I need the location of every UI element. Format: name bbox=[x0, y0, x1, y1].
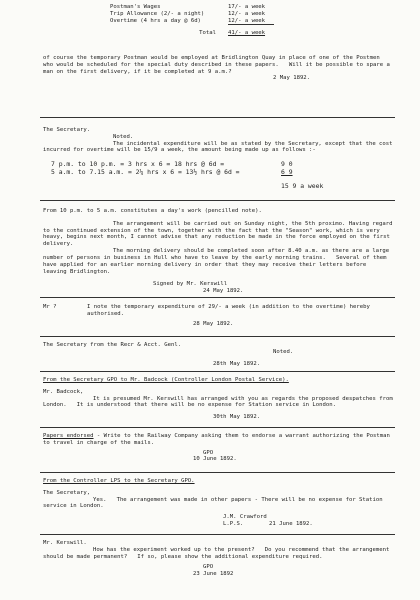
section-8-text: Yes. The arrangement was made in other papers - There will be no expense for Station service in London. bbox=[43, 496, 386, 510]
section-7-date: 10 June 1892. bbox=[193, 456, 237, 463]
divider bbox=[40, 336, 395, 337]
section-9-gpo: GPO bbox=[203, 564, 214, 571]
section-7 bbox=[43, 433, 393, 463]
divider bbox=[40, 472, 395, 473]
section-6-salutation: Mr. Badcock, bbox=[43, 388, 84, 395]
section-1-text: of course the temporary Postman would be employed at Bridlington Quay in place of one of the Postmen who would be scheduled for the special duty described in these papers. Will it be possible to spare a man on the first delivery, if it be completed at 9 a.m.? bbox=[43, 55, 394, 75]
wages-value: 17/- a week bbox=[228, 4, 266, 10]
section-1 bbox=[43, 55, 393, 82]
section-7-text: - Write to the Railway Company asking them to endorse a warrant authorizing the Postman to travel in charge of the mails. bbox=[43, 433, 394, 446]
section-3 bbox=[43, 208, 396, 295]
wages-row bbox=[110, 18, 330, 25]
wages-total-row bbox=[110, 30, 330, 37]
section-4 bbox=[43, 304, 393, 327]
section-8 bbox=[43, 478, 393, 528]
section-5-date: 28th May 1892. bbox=[213, 360, 261, 367]
section-4-row bbox=[43, 304, 393, 318]
section-9-date: 23 June 1892 bbox=[193, 571, 234, 578]
calc-label: 5 a.m. to 7.15 a.m. = 2¼ hrs x 6 = 13½ hrs @ 6d = bbox=[51, 168, 240, 177]
section-3-intro: From 10 p.m. to 5 a.m. constitutes a day's work (pencilled note). bbox=[43, 208, 262, 214]
section-2-heading: The Secretary. bbox=[43, 127, 91, 133]
section-8-salutation: The Secretary, bbox=[43, 489, 91, 496]
section-6 bbox=[43, 377, 397, 421]
divider bbox=[40, 297, 395, 298]
calc-label: 7 p.m. to 10 p.m. = 3 hrs x 6 = 18 hrs @ 6d = bbox=[51, 160, 225, 169]
section-8-sign-row bbox=[43, 521, 393, 528]
section-8-heading: From the Controller LPS to the Secretary GPO. bbox=[43, 478, 195, 484]
section-4-label: Mr ? bbox=[43, 304, 57, 310]
section-3-signed: Signed by Mr. Kerswill bbox=[153, 281, 228, 288]
calc-total: 15 9 a week bbox=[281, 181, 324, 190]
section-5-text: The Secretary from the Recr & Acct. Genl. bbox=[43, 342, 182, 348]
wages-row bbox=[110, 11, 330, 18]
calc-row bbox=[43, 169, 393, 177]
section-5-noted: Noted. bbox=[273, 348, 294, 355]
overtime-calc bbox=[43, 161, 393, 190]
wages-value: 12/- a week bbox=[228, 17, 266, 24]
section-4-date: 28 May 1892. bbox=[193, 320, 234, 327]
section-7-gpo: GPO bbox=[203, 449, 214, 456]
divider bbox=[40, 117, 395, 118]
section-5 bbox=[43, 342, 393, 367]
section-9 bbox=[43, 540, 393, 578]
section-8-signed: J.M. Crawford bbox=[223, 514, 267, 521]
divider bbox=[40, 200, 395, 201]
section-9-salutation: Mr. Kerswill. bbox=[43, 540, 87, 546]
section-3-text2: The morning delivery should be completed soon after 8.40 a.m. as there are a large number of persons in business in Hull who have to leave by the early morning trains. Several of them have applied for an earlier morning delivery in order that they may receive their letters before leaving Bridlington. bbox=[43, 248, 393, 275]
section-6-text: It is presumed Mr. Kerswill has arranged with you as regards the proposed despatches from London. It is understood that there will be no expense for Station service in London. bbox=[43, 395, 397, 409]
section-8-date: 21 June 1892. bbox=[269, 521, 313, 528]
divider bbox=[40, 534, 395, 535]
wages-total-label: Total bbox=[199, 30, 216, 37]
wages-label: Overtime (4 hrs a day @ 6d) bbox=[110, 17, 201, 24]
section-2 bbox=[43, 127, 396, 191]
section-6-date: 30th May 1892. bbox=[213, 414, 261, 421]
section-1-date: 2 May 1892. bbox=[273, 75, 311, 82]
wages-table bbox=[110, 4, 330, 37]
section-3-date: 24 May 1892. bbox=[203, 288, 244, 295]
section-8-signed2: L.P.S. bbox=[223, 521, 244, 528]
section-2-text: The incidental expenditure will be as stated by the Secretary, except that the cost incurred for overtime will be 15/9 a week, the amount being made up as follows :- bbox=[43, 140, 396, 154]
wages-row bbox=[110, 4, 330, 11]
wages-subtotal-rule bbox=[228, 24, 274, 25]
wages-value: 12/- a week bbox=[228, 10, 266, 17]
section-3-text1: The arrangement will be carried out on Sunday night, the 5th proximo. Having regard to the continued extension of the town, together with the fact that the "Season" work, which is very heavy, begins next month, I cannot advise that any reduction be made in the force employed on the first delivery. bbox=[43, 220, 396, 248]
section-7-line bbox=[43, 433, 393, 447]
calc-value: 6 9 bbox=[281, 168, 293, 177]
section-4-text: I note the temporary expenditure of 29/- a week (in addition to the overtime) hereby authorised. bbox=[87, 304, 374, 317]
section-9-text: How has the experiment worked up to the present? Do you recommend that the arrangement should be made permanent? If so, please show the additional expenditure required. bbox=[43, 546, 393, 560]
calc-value: 9 0 bbox=[281, 160, 293, 169]
wages-total-value: 41/- a week bbox=[228, 30, 266, 37]
wages-label: Postman's Wages bbox=[110, 4, 161, 10]
section-2-noted: Noted. bbox=[113, 133, 134, 140]
section-6-heading: From the Secretary GPO to Mr. Badcock (Controller London Postal Service). bbox=[43, 377, 289, 383]
divider bbox=[40, 427, 395, 428]
divider bbox=[40, 371, 395, 372]
wages-label: Trip Allowance (2/- a night) bbox=[110, 10, 205, 17]
section-7-heading: Papers endorsed bbox=[43, 433, 94, 439]
